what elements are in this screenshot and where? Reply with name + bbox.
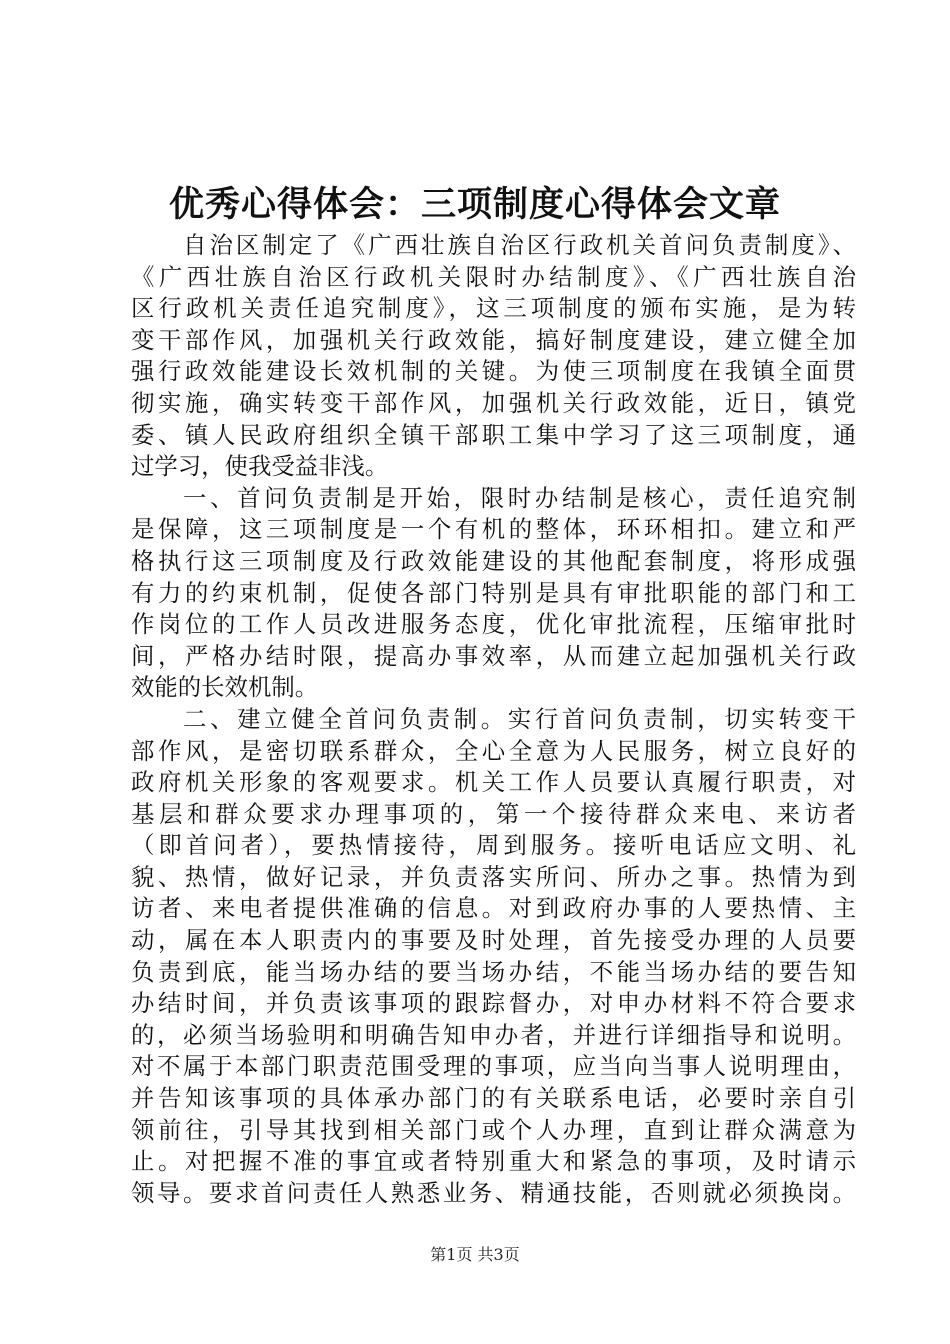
text-line: 貌、热情，做好记录，并负责落实所问、所办之事。热情为到 bbox=[131, 862, 856, 891]
document-body bbox=[131, 230, 856, 1209]
text-line: 访者、来电者提供准确的信息。对到政府办事的人要热情、主 bbox=[131, 894, 856, 923]
text-line: （即首问者），要热情接待，周到服务。接听电话应文明、礼 bbox=[131, 831, 856, 860]
text-line: 委、镇人民政府组织全镇干部职工集中学习了这三项制度，通 bbox=[131, 420, 856, 449]
text-line: 作岗位的工作人员改进服务态度，优化审批流程，压缩审批时 bbox=[131, 610, 856, 639]
text-line: 二、建立健全首问负责制。实行首问负责制，切实转变干 bbox=[183, 704, 856, 733]
text-line: 自治区制定了《广西壮族自治区行政机关首问负责制度》、 bbox=[183, 231, 856, 259]
text-line: 是保障，这三项制度是一个有机的整体，环环相扣。建立和严 bbox=[131, 515, 856, 544]
text-line: 格执行这三项制度及行政效能建设的其他配套制度，将形成强 bbox=[131, 546, 856, 575]
text-line: 部作风，是密切联系群众，全心全意为人民服务，树立良好的 bbox=[131, 736, 856, 765]
text-line: 效能的长效机制。 bbox=[131, 673, 319, 702]
text-line: 领前往，引导其找到相关部门或个人办理，直到让群众满意为 bbox=[131, 1115, 856, 1144]
text-line: 负责到底，能当场办结的要当场办结，不能当场办结的要告知 bbox=[131, 957, 856, 986]
text-line: 有力的约束机制，促使各部门特别是具有审批职能的部门和工 bbox=[131, 578, 856, 607]
document-title: 优秀心得体会：三项制度心得体会文章 bbox=[168, 184, 781, 225]
text-line: 过学习，使我受益非浅。 bbox=[131, 452, 389, 481]
text-line: 强行政效能建设长效机制的关键。为使三项制度在我镇全面贯 bbox=[131, 357, 856, 386]
text-line: 动，属在本人职责内的事要及时处理，首先接受办理的人员要 bbox=[131, 926, 856, 955]
page-footer: 第1页 共3页 bbox=[430, 1245, 520, 1264]
text-line: 对不属于本部门职责范围受理的事项，应当向当事人说明理由， bbox=[131, 1052, 856, 1081]
text-line: 止。对把握不准的事宜或者特别重大和紧急的事项，及时请示 bbox=[131, 1147, 856, 1176]
text-line: 间，严格办结时限，提高办事效率，从而建立起加强机关行政 bbox=[131, 641, 856, 670]
text-line: 基层和群众要求办理事项的，第一个接待群众来电、来访者 bbox=[131, 799, 856, 828]
text-line: 《广西壮族自治区行政机关限时办结制度》、《广西壮族自治 bbox=[131, 262, 856, 291]
text-line: 一、首问负责制是开始，限时办结制是核心，责任追究制 bbox=[183, 483, 856, 512]
text-line: 区行政机关责任追究制度》，这三项制度的颁布实施，是为转 bbox=[131, 294, 856, 323]
text-line: 政府机关形象的客观要求。机关工作人员要认真履行职责，对 bbox=[131, 768, 856, 797]
text-line: 的，必须当场验明和明确告知申办者，并进行详细指导和说明。 bbox=[131, 1020, 856, 1049]
text-line: 变干部作风，加强机关行政效能，搞好制度建设，建立健全加 bbox=[131, 325, 856, 354]
text-line: 并告知该事项的具体承办部门的有关联系电话，必要时亲自引 bbox=[131, 1084, 856, 1113]
text-line: 办结时间，并负责该事项的跟踪督办，对申办材料不符合要求 bbox=[131, 989, 856, 1018]
text-line: 彻实施，确实转变干部作风，加强机关行政效能，近日，镇党 bbox=[131, 388, 856, 417]
text-line: 领导。要求首问责任人熟悉业务、精通技能，否则就必须换岗。 bbox=[131, 1178, 856, 1207]
